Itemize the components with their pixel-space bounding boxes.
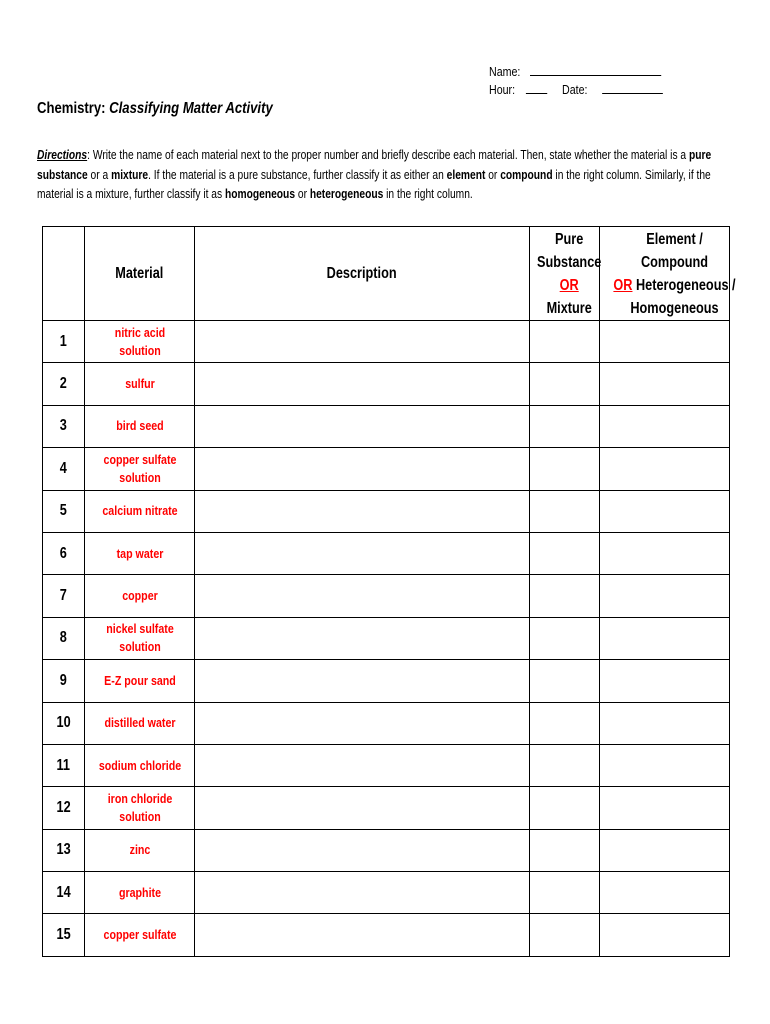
classification-cell[interactable] <box>600 872 730 914</box>
row-number <box>43 575 85 617</box>
row-number-label: 8 <box>59 629 68 647</box>
row-number-label: 6 <box>59 544 68 562</box>
pure-or-mixture-cell[interactable] <box>530 660 600 702</box>
row-number <box>43 872 85 914</box>
pure-or-mixture-cell[interactable] <box>530 702 600 744</box>
pure-or-mixture-cell[interactable] <box>530 405 600 447</box>
table-row <box>43 363 730 405</box>
description-cell[interactable] <box>195 490 530 532</box>
row-number <box>43 660 85 702</box>
row-number <box>43 744 85 786</box>
material-name: nitric acid solution <box>114 324 166 358</box>
classification-cell[interactable] <box>600 363 730 405</box>
directions-text: in the right column. <box>383 187 473 201</box>
directions-text: or <box>295 187 310 201</box>
header-substance-line: Substance <box>537 253 602 271</box>
hour-blank[interactable] <box>526 81 547 94</box>
name-row <box>489 63 663 81</box>
table-row <box>43 787 730 829</box>
hour-date-row <box>489 81 663 99</box>
pure-or-mixture-cell[interactable] <box>530 575 600 617</box>
directions-text: or a <box>87 167 112 182</box>
row-number-label: 10 <box>56 714 71 732</box>
row-number <box>43 490 85 532</box>
classification-cell[interactable] <box>600 914 730 956</box>
description-cell[interactable] <box>195 872 530 914</box>
header-or-label: OR <box>613 276 633 294</box>
classification-cell[interactable] <box>600 702 730 744</box>
material-cell <box>85 744 195 786</box>
classification-cell[interactable] <box>600 490 730 532</box>
pure-or-mixture-cell[interactable] <box>530 532 600 574</box>
table-row <box>43 617 730 659</box>
classification-cell[interactable] <box>600 660 730 702</box>
classification-cell[interactable] <box>600 448 730 490</box>
directions-text: in the right column. Similarly, if the material is a mixture, further classify it as <box>37 167 711 201</box>
material-cell <box>85 575 195 617</box>
table-row <box>43 829 730 871</box>
header-homogeneous-line: Homogeneous <box>630 299 719 317</box>
row-number-label: 4 <box>59 459 68 477</box>
row-number <box>43 363 85 405</box>
material-name: E-Z pour sand <box>104 672 176 688</box>
material-name: bird seed <box>116 418 164 434</box>
term-mixture: mixture <box>111 167 149 182</box>
material-name: sodium chloride <box>98 757 182 773</box>
table-row <box>43 532 730 574</box>
material-name: copper sulfate <box>103 927 177 943</box>
material-cell <box>85 617 195 659</box>
material-name: iron chloride solution <box>107 790 173 824</box>
header-material <box>85 227 195 321</box>
description-cell[interactable] <box>195 744 530 786</box>
hour-label: Hour: <box>489 82 516 97</box>
description-cell[interactable] <box>195 532 530 574</box>
table-row <box>43 575 730 617</box>
material-cell <box>85 405 195 447</box>
material-name: copper sulfate solution <box>103 451 177 485</box>
material-name: calcium nitrate <box>102 503 178 519</box>
row-number <box>43 617 85 659</box>
classification-cell[interactable] <box>600 321 730 363</box>
pure-or-mixture-cell[interactable] <box>530 448 600 490</box>
name-label: Name: <box>489 64 521 79</box>
table-row <box>43 660 730 702</box>
table-header-row <box>43 227 730 321</box>
classification-cell[interactable] <box>600 787 730 829</box>
row-number-label: 9 <box>59 671 68 689</box>
classification-cell[interactable] <box>600 829 730 871</box>
material-cell <box>85 914 195 956</box>
term-pure-substance: pure substance <box>37 148 712 182</box>
page-title <box>37 100 273 118</box>
directions-text: or <box>485 167 501 182</box>
pure-or-mixture-cell[interactable] <box>530 744 600 786</box>
row-number <box>43 448 85 490</box>
header-compound-line: Compound <box>640 253 709 271</box>
material-cell <box>85 448 195 490</box>
directions-text: : Write the name of each material next to the proper number and briefly describe each material. Then, state whether the material is a <box>87 148 689 162</box>
description-cell[interactable] <box>195 660 530 702</box>
classification-cell[interactable] <box>600 405 730 447</box>
pure-or-mixture-cell[interactable] <box>530 617 600 659</box>
description-cell[interactable] <box>195 575 530 617</box>
header-number <box>43 227 85 321</box>
material-cell <box>85 490 195 532</box>
description-cell[interactable] <box>195 702 530 744</box>
classification-cell[interactable] <box>600 617 730 659</box>
date-label: Date: <box>562 82 588 97</box>
material-cell <box>85 872 195 914</box>
description-cell[interactable] <box>195 405 530 447</box>
pure-or-mixture-cell[interactable] <box>530 321 600 363</box>
material-cell <box>85 787 195 829</box>
table-row <box>43 490 730 532</box>
material-cell <box>85 660 195 702</box>
pure-or-mixture-cell[interactable] <box>530 872 600 914</box>
table-row <box>43 744 730 786</box>
directions-label: Directions <box>37 148 88 162</box>
row-number <box>43 787 85 829</box>
header-pure-or-mixture-label <box>537 228 601 320</box>
description-cell[interactable] <box>195 321 530 363</box>
title-activity: Classifying Matter Activity <box>109 100 273 117</box>
description-cell[interactable] <box>195 363 530 405</box>
description-cell[interactable] <box>195 787 530 829</box>
description-cell[interactable] <box>195 914 530 956</box>
material-name: zinc <box>129 842 151 858</box>
material-name: nickel sulfate solution <box>106 621 174 655</box>
header-material-label: Material <box>115 265 164 282</box>
material-cell <box>85 321 195 363</box>
row-number-label: 15 <box>56 926 71 944</box>
row-number-label: 13 <box>56 841 71 859</box>
pure-or-mixture-cell[interactable] <box>530 914 600 956</box>
description-cell[interactable] <box>195 617 530 659</box>
row-number <box>43 405 85 447</box>
table-row <box>43 321 730 363</box>
table-row <box>43 405 730 447</box>
material-cell <box>85 532 195 574</box>
row-number-label: 12 <box>56 798 71 816</box>
pure-or-mixture-cell[interactable] <box>530 787 600 829</box>
row-number-label: 1 <box>59 332 68 350</box>
header-pure-or-mixture <box>530 227 600 321</box>
date-blank[interactable] <box>602 81 663 94</box>
row-number-label: 2 <box>59 375 68 393</box>
description-cell[interactable] <box>195 829 530 871</box>
table-row <box>43 448 730 490</box>
material-name: copper <box>122 588 158 604</box>
table-row <box>43 702 730 744</box>
material-cell <box>85 829 195 871</box>
classification-cell[interactable] <box>600 532 730 574</box>
description-cell[interactable] <box>195 448 530 490</box>
directions-paragraph <box>37 146 729 205</box>
title-subject: Chemistry: <box>37 100 106 117</box>
material-name: sulfur <box>125 376 155 392</box>
term-compound: compound <box>500 167 553 182</box>
table-row <box>43 872 730 914</box>
term-homogeneous: homogeneous <box>224 187 296 201</box>
header-classification-label <box>613 228 735 320</box>
material-name: distilled water <box>104 715 176 731</box>
row-number-label: 3 <box>59 417 68 435</box>
term-heterogeneous: heterogeneous <box>309 187 384 201</box>
classification-cell[interactable] <box>600 744 730 786</box>
directions-text: . If the material is a pure substance, further classify it as either an <box>148 167 447 182</box>
row-number <box>43 702 85 744</box>
header-or-label: OR <box>559 276 579 294</box>
header-element-line: Element / <box>646 230 703 248</box>
row-number <box>43 829 85 871</box>
header-description-label: Description <box>327 265 397 282</box>
row-number-label: 7 <box>59 587 68 605</box>
header-heterogeneous-line: Heterogeneous / <box>632 276 736 294</box>
header-description <box>195 227 530 321</box>
header-classification <box>600 227 736 321</box>
student-info-block <box>489 63 663 99</box>
row-number-label: 14 <box>56 883 71 901</box>
term-element: element <box>446 167 486 182</box>
classification-cell[interactable] <box>600 575 730 617</box>
pure-or-mixture-cell[interactable] <box>530 363 600 405</box>
header-pure-line: Pure <box>555 230 584 248</box>
row-number <box>43 914 85 956</box>
pure-or-mixture-cell[interactable] <box>530 829 600 871</box>
material-name: tap water <box>116 545 164 561</box>
row-number-label: 11 <box>56 756 71 774</box>
row-number <box>43 532 85 574</box>
row-number-label: 5 <box>59 502 68 520</box>
pure-or-mixture-cell[interactable] <box>530 490 600 532</box>
classification-table <box>42 226 736 957</box>
table-row <box>43 914 730 956</box>
row-number <box>43 321 85 363</box>
material-cell <box>85 702 195 744</box>
material-cell <box>85 363 195 405</box>
material-name: graphite <box>118 884 162 900</box>
header-mixture-line: Mixture <box>546 299 592 317</box>
name-blank[interactable] <box>530 63 661 76</box>
